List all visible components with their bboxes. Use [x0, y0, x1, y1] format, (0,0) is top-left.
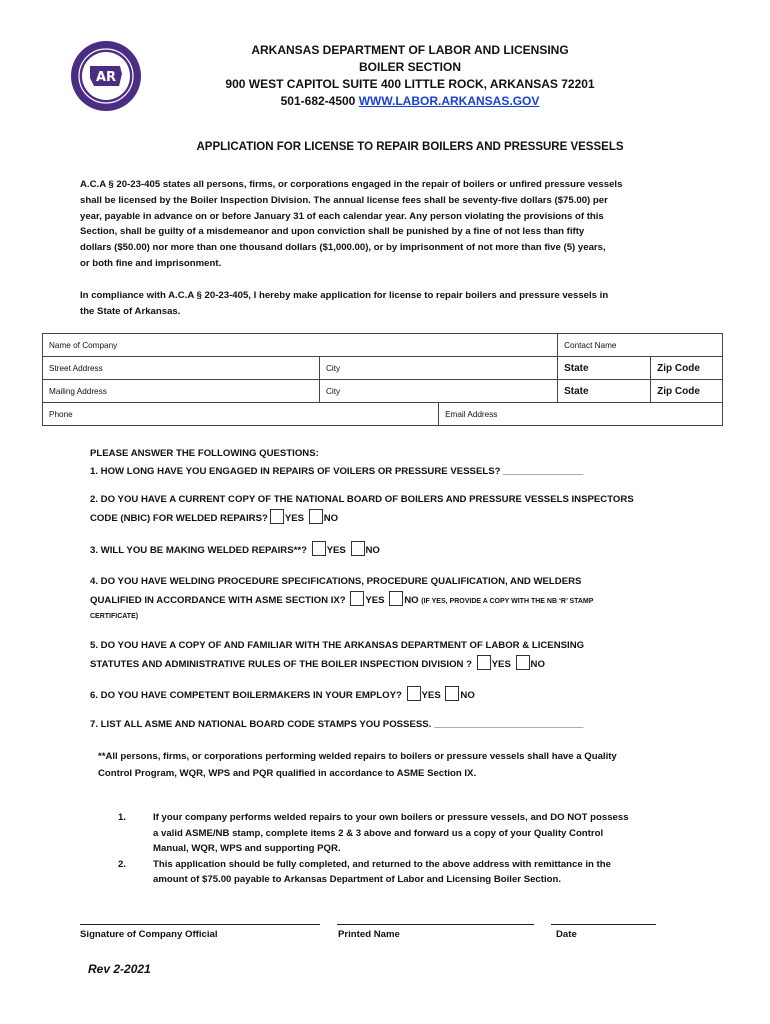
- contact-name-field[interactable]: Contact Name: [558, 334, 723, 357]
- phone-field[interactable]: Phone: [43, 403, 439, 426]
- question-1-text: 1. HOW LONG HAVE YOU ENGAGED IN REPAIRS OF VOILERS OR PRESSURE VESSELS? _______________: [90, 466, 584, 477]
- contact-line: [160, 93, 660, 110]
- date-line[interactable]: [551, 924, 656, 925]
- questions-intro: PLEASE ANSWER THE FOLLOWING QUESTIONS:: [90, 448, 319, 459]
- mailing-state-field[interactable]: State: [558, 380, 651, 403]
- zip-code-field[interactable]: Zip Code: [651, 357, 723, 380]
- table-row: [43, 334, 723, 357]
- city-field[interactable]: City: [320, 357, 558, 380]
- question-5: 5. DO YOU HAVE A COPY OF AND FAMILIAR WITH THE ARKANSAS DEPARTMENT OF LABOR & LICENSING STATUTES AND ADMINISTRATIVE RULES OF THE BOILER INSPECTION DIVISION ? YES NO: [90, 640, 585, 670]
- email-address-field[interactable]: Email Address: [439, 403, 723, 426]
- section-name: BOILER SECTION: [358, 60, 461, 74]
- table-row: [43, 357, 723, 380]
- printed-name-label: Printed Name: [338, 929, 400, 940]
- agency-website-link[interactable]: WWW.LABOR.ARKANSAS.GOV: [358, 94, 540, 108]
- compliance-paragraph: In compliance with A.C.A § 20-23-405, I hereby make application for license to repair boilers and pressure vessels in the State of Arkansas.: [80, 290, 609, 317]
- mailing-zip-code-field[interactable]: Zip Code: [651, 380, 723, 403]
- signature-label: Signature of Company Official: [80, 929, 218, 940]
- agency-header: [160, 42, 660, 110]
- q4-yes-checkbox[interactable]: [350, 591, 364, 606]
- revision-label: Rev 2-2021: [88, 962, 151, 976]
- street-address-field[interactable]: Street Address: [43, 357, 320, 380]
- statute-paragraph: A.C.A § 20-23-405 states all persons, firms, or corporations engaged in the repair of boilers or unfired pressure vessels shall be licensed by the Boiler Inspection Division. The annual license fees shall be seventy-five dollars ($75.00) per year, payable in advance on or before January 31 of each calendar year. Any person violating the provisions of this Section, shall be guilty of a misdemeanor and upon conviction shall be punished by a fine of not less than fifty dollars ($50.00) nor more than one thousand dollars ($1,000.00), or by imprisonment of not more than five (5) years, or both fine and imprisonment.: [80, 179, 623, 269]
- application-title: APPLICATION FOR LICENSE TO REPAIR BOILERS AND PRESSURE VESSELS: [196, 141, 624, 153]
- question-7: 7. LIST ALL ASME AND NATIONAL BOARD CODE STAMPS YOU POSSESS. ____________________________: [90, 719, 584, 730]
- mailing-city-field[interactable]: City: [320, 380, 558, 403]
- svg-text:AR: AR: [95, 70, 117, 85]
- signature-line[interactable]: [80, 924, 320, 925]
- applicant-info-table: [42, 333, 723, 426]
- q3-no-checkbox[interactable]: [351, 541, 365, 556]
- date-label: Date: [556, 929, 577, 940]
- state-field[interactable]: State: [558, 357, 651, 380]
- q5-no-checkbox[interactable]: [516, 655, 530, 670]
- q3-yes-checkbox[interactable]: [312, 541, 326, 556]
- agency-address: 900 WEST CAPITOL SUITE 400 LITTLE ROCK, ARKANSAS 72201: [225, 77, 595, 91]
- agency-name: ARKANSAS DEPARTMENT OF LABOR AND LICENSING: [251, 43, 569, 57]
- question-6: 6. DO YOU HAVE COMPETENT BOILERMAKERS IN YOUR EMPLOY? YES NO: [90, 686, 710, 705]
- q6-no-checkbox[interactable]: [445, 686, 459, 701]
- printed-name-line[interactable]: [337, 924, 534, 925]
- q2-no-checkbox[interactable]: [309, 509, 323, 524]
- list-item: 2. This application should be fully completed, and returned to the above address with remittance in the amount of $75.00 payable to Arkansas Department of Labor and Licensing Boiler Section.: [118, 858, 611, 885]
- list-item: 1. If your company performs welded repairs to your own boilers or pressure vessels, and DO NOT possess a valid ASME/NB stamp, complete items 2 & 3 above and forward us a copy of your Quality Control Manual, WQR, WPS and supporting PQR.: [118, 812, 629, 854]
- table-row: [43, 403, 723, 426]
- department-seal-logo: [70, 40, 142, 112]
- table-row: [43, 380, 723, 403]
- agency-phone: 501-682-4500: [280, 94, 359, 108]
- instructions-list: [118, 810, 678, 888]
- question-4: 4. DO YOU HAVE WELDING PROCEDURE SPECIFICATIONS, PROCEDURE QUALIFICATION, AND WELDERS QUALIFIED IN ACCORDANCE WITH ASME SECTION IX? YES NO (IF YES, PROVIDE A COPY WITH THE NB ‘R’ STAMP CERTIFICATE): [90, 576, 594, 620]
- question-1: [90, 445, 710, 481]
- q5-yes-checkbox[interactable]: [477, 655, 491, 670]
- q4-no-checkbox[interactable]: [389, 591, 403, 606]
- q6-yes-checkbox[interactable]: [407, 686, 421, 701]
- quality-control-note: **All persons, firms, or corporations performing welded repairs to boilers or pressure vessels shall have a Quality Control Program, WQR, WPS and PQR qualified in accordance to ASME Section IX.: [98, 751, 617, 779]
- q2-yes-checkbox[interactable]: [270, 509, 284, 524]
- mailing-address-field[interactable]: Mailing Address: [43, 380, 320, 403]
- company-name-field[interactable]: Name of Company: [43, 334, 558, 357]
- question-2: 2. DO YOU HAVE A CURRENT COPY OF THE NATIONAL BOARD OF BOILERS AND PRESSURE VESSELS INSPECTORS CODE (NBIC) FOR WELDED REPAIRS? YES NO: [90, 494, 634, 524]
- question-3: 3. WILL YOU BE MAKING WELDED REPAIRS**? YES NO: [90, 541, 710, 560]
